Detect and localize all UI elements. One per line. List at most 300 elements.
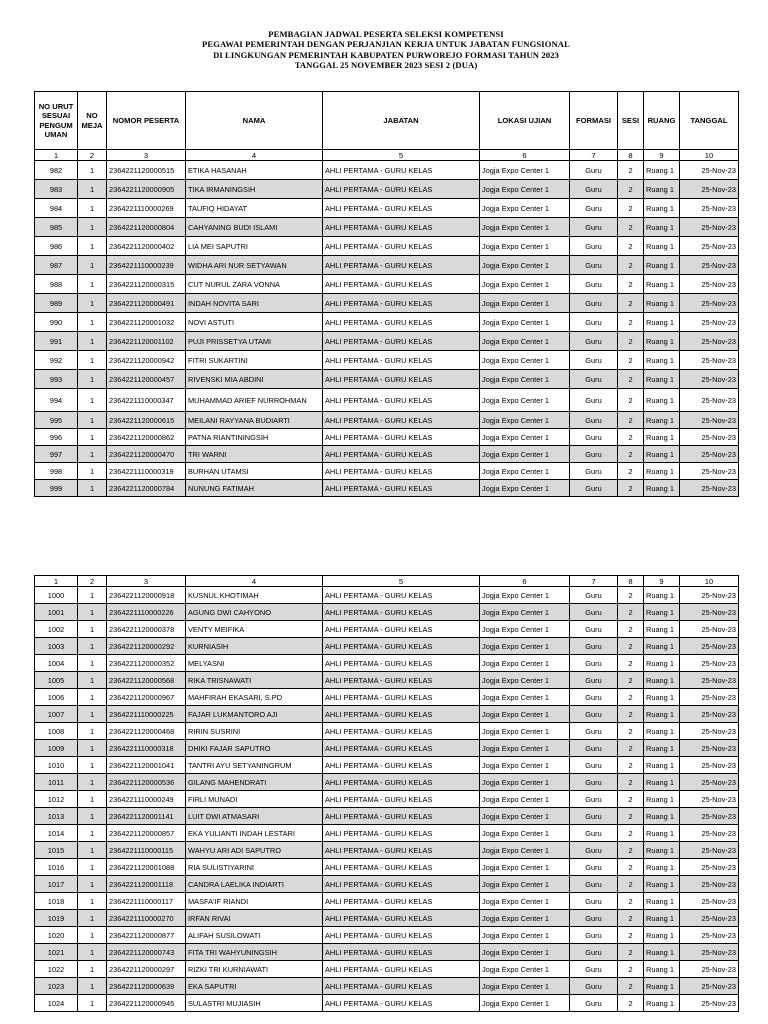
nama-cell: RIRIN SUSRINI [186,723,323,740]
formasi-cell: Guru [570,842,618,859]
no-meja-cell: 1 [78,893,107,910]
table-row [35,910,739,927]
jabatan-cell: AHLI PERTAMA - GURU KELAS [323,842,480,859]
no-urut-cell: 997 [35,446,78,463]
table-row [35,995,739,1012]
formasi-cell: Guru [570,275,618,294]
ruang-cell: Ruang 1 [644,480,680,497]
ruang-cell: Ruang 1 [644,621,680,638]
no-urut-cell: 1010 [35,757,78,774]
jabatan-cell: AHLI PERTAMA - GURU KELAS [323,689,480,706]
formasi-cell: Guru [570,256,618,275]
table-row [35,842,739,859]
sesi-cell: 2 [618,927,644,944]
no-meja-cell: 1 [78,587,107,604]
ruang-cell: Ruang 1 [644,161,680,180]
no-urut-cell: 1005 [35,672,78,689]
sesi-cell: 2 [618,180,644,199]
ruang-cell: Ruang 1 [644,313,680,332]
jabatan-cell: AHLI PERTAMA - GURU KELAS [323,587,480,604]
table-row [35,587,739,604]
no-urut-cell: 1007 [35,706,78,723]
tanggal-cell: 25-Nov-23 [680,446,739,463]
lokasi-ujian-cell: Jogja Expo Center 1 [480,757,570,774]
no-meja-cell: 1 [78,638,107,655]
tanggal-cell: 25-Nov-23 [680,370,739,389]
tanggal-cell: 25-Nov-23 [680,757,739,774]
table-row [35,978,739,995]
nama-cell: WIDHA ARI NUR SETYAWAN [186,256,323,275]
no-urut-cell: 989 [35,294,78,313]
no-urut-cell: 1001 [35,604,78,621]
tanggal-cell: 25-Nov-23 [680,944,739,961]
nama-cell: TRI WARNI [186,446,323,463]
nomor-peserta-cell: 2364221120000784 [107,480,186,497]
tanggal-cell: 25-Nov-23 [680,740,739,757]
formasi-cell: Guru [570,689,618,706]
ruang-cell: Ruang 1 [644,859,680,876]
sesi-cell: 2 [618,689,644,706]
nama-cell: BURHAN UTAMSI [186,463,323,480]
lokasi-ujian-cell: Jogja Expo Center 1 [480,237,570,256]
lokasi-ujian-cell: Jogja Expo Center 1 [480,389,570,412]
jabatan-cell: AHLI PERTAMA - GURU KELAS [323,876,480,893]
nomor-peserta-cell: 2364221110000115 [107,842,186,859]
tanggal-cell: 25-Nov-23 [680,876,739,893]
ruang-cell: Ruang 1 [644,655,680,672]
table-row [35,370,739,389]
table-row [35,893,739,910]
nomor-peserta-cell: 2364221110000319 [107,463,186,480]
formasi-cell: Guru [570,791,618,808]
no-meja-cell: 1 [78,740,107,757]
no-meja-cell: 1 [78,389,107,412]
tanggal-cell: 25-Nov-23 [680,910,739,927]
lokasi-ujian-cell: Jogja Expo Center 1 [480,927,570,944]
ruang-cell: Ruang 1 [644,723,680,740]
table-row [35,825,739,842]
table-row [35,740,739,757]
column-number: 2 [78,576,107,587]
nomor-peserta-cell: 2364221120001141 [107,808,186,825]
nomor-peserta-cell: 2364221110000269 [107,199,186,218]
no-urut-cell: 990 [35,313,78,332]
nomor-peserta-cell: 2364221120000942 [107,351,186,370]
tanggal-cell: 25-Nov-23 [680,638,739,655]
nomor-peserta-cell: 2364221120000568 [107,672,186,689]
no-meja-cell: 1 [78,995,107,1012]
sesi-cell: 2 [618,463,644,480]
lokasi-ujian-cell: Jogja Expo Center 1 [480,842,570,859]
formasi-cell: Guru [570,604,618,621]
no-urut-cell: 1008 [35,723,78,740]
no-meja-cell: 1 [78,161,107,180]
ruang-cell: Ruang 1 [644,927,680,944]
ruang-cell: Ruang 1 [644,774,680,791]
tanggal-cell: 25-Nov-23 [680,808,739,825]
tanggal-cell: 25-Nov-23 [680,587,739,604]
column-number-row [35,150,739,161]
jabatan-cell: AHLI PERTAMA - GURU KELAS [323,706,480,723]
no-meja-cell: 1 [78,910,107,927]
jabatan-cell: AHLI PERTAMA - GURU KELAS [323,429,480,446]
no-meja-cell: 1 [78,944,107,961]
tanggal-cell: 25-Nov-23 [680,256,739,275]
lokasi-ujian-cell: Jogja Expo Center 1 [480,910,570,927]
tanggal-cell: 25-Nov-23 [680,332,739,351]
tanggal-cell: 25-Nov-23 [680,842,739,859]
formasi-cell: Guru [570,655,618,672]
column-number: 4 [186,150,323,161]
tanggal-cell: 25-Nov-23 [680,389,739,412]
ruang-cell: Ruang 1 [644,446,680,463]
table-row [35,480,739,497]
nama-cell: FITRI SUKARTINI [186,351,323,370]
table-row [35,604,739,621]
lokasi-ujian-cell: Jogja Expo Center 1 [480,774,570,791]
ruang-cell: Ruang 1 [644,842,680,859]
schedule-table-2 [34,575,739,1012]
lokasi-ujian-cell: Jogja Expo Center 1 [480,446,570,463]
table-row [35,757,739,774]
nomor-peserta-cell: 2364221120001088 [107,859,186,876]
tanggal-cell: 25-Nov-23 [680,463,739,480]
formasi-cell: Guru [570,332,618,351]
no-urut-cell: 1011 [35,774,78,791]
sesi-cell: 2 [618,256,644,275]
no-meja-cell: 1 [78,876,107,893]
sesi-cell: 2 [618,294,644,313]
formasi-cell: Guru [570,480,618,497]
no-urut-cell: 1022 [35,961,78,978]
no-meja-cell: 1 [78,480,107,497]
column-number: 8 [618,576,644,587]
header-nomor-peserta: NOMOR PESERTA [107,92,186,150]
lokasi-ujian-cell: Jogja Expo Center 1 [480,480,570,497]
sesi-cell: 2 [618,706,644,723]
nama-cell: LUIT DWI ATMASARI [186,808,323,825]
no-meja-cell: 1 [78,370,107,389]
no-urut-cell: 1019 [35,910,78,927]
sesi-cell: 2 [618,995,644,1012]
no-meja-cell: 1 [78,256,107,275]
lokasi-ujian-cell: Jogja Expo Center 1 [480,689,570,706]
no-meja-cell: 1 [78,332,107,351]
tanggal-cell: 25-Nov-23 [680,237,739,256]
sesi-cell: 2 [618,978,644,995]
no-urut-cell: 993 [35,370,78,389]
ruang-cell: Ruang 1 [644,672,680,689]
sesi-cell: 2 [618,876,644,893]
formasi-cell: Guru [570,825,618,842]
nomor-peserta-cell: 2364221120000378 [107,621,186,638]
sesi-cell: 2 [618,480,644,497]
ruang-cell: Ruang 1 [644,791,680,808]
formasi-cell: Guru [570,429,618,446]
jabatan-cell: AHLI PERTAMA - GURU KELAS [323,389,480,412]
table-row [35,706,739,723]
table-row [35,689,739,706]
no-meja-cell: 1 [78,757,107,774]
lokasi-ujian-cell: Jogja Expo Center 1 [480,604,570,621]
ruang-cell: Ruang 1 [644,910,680,927]
no-urut-cell: 983 [35,180,78,199]
table-row [35,412,739,429]
sesi-cell: 2 [618,412,644,429]
tanggal-cell: 25-Nov-23 [680,412,739,429]
no-urut-cell: 982 [35,161,78,180]
ruang-cell: Ruang 1 [644,218,680,237]
sesi-cell: 2 [618,893,644,910]
lokasi-ujian-cell: Jogja Expo Center 1 [480,995,570,1012]
lokasi-ujian-cell: Jogja Expo Center 1 [480,218,570,237]
lokasi-ujian-cell: Jogja Expo Center 1 [480,655,570,672]
jabatan-cell: AHLI PERTAMA - GURU KELAS [323,161,480,180]
nama-cell: IRFAN RIVAI [186,910,323,927]
table-row [35,313,739,332]
tanggal-cell: 25-Nov-23 [680,480,739,497]
tanggal-cell: 25-Nov-23 [680,689,739,706]
ruang-cell: Ruang 1 [644,757,680,774]
jabatan-cell: AHLI PERTAMA - GURU KELAS [323,672,480,689]
nama-cell: MUHAMMAD ARIEF NURROHMAN [186,389,323,412]
no-meja-cell: 1 [78,313,107,332]
jabatan-cell: AHLI PERTAMA - GURU KELAS [323,893,480,910]
column-number: 1 [35,150,78,161]
jabatan-cell: AHLI PERTAMA - GURU KELAS [323,604,480,621]
no-meja-cell: 1 [78,791,107,808]
tanggal-cell: 25-Nov-23 [680,429,739,446]
sesi-cell: 2 [618,351,644,370]
sesi-cell: 2 [618,808,644,825]
no-meja-cell: 1 [78,604,107,621]
table-row [35,791,739,808]
no-urut-cell: 985 [35,218,78,237]
jabatan-cell: AHLI PERTAMA - GURU KELAS [323,944,480,961]
tanggal-cell: 25-Nov-23 [680,723,739,740]
no-urut-cell: 1012 [35,791,78,808]
nama-cell: RIVENSKI MIA ABDINI [186,370,323,389]
ruang-cell: Ruang 1 [644,199,680,218]
nama-cell: KURNIASIH [186,638,323,655]
table-row [35,389,739,412]
ruang-cell: Ruang 1 [644,275,680,294]
jabatan-cell: AHLI PERTAMA - GURU KELAS [323,275,480,294]
title-line-1: PEMBAGIAN JADWAL PESERTA SELEKSI KOMPETENSI [268,29,504,39]
lokasi-ujian-cell: Jogja Expo Center 1 [480,313,570,332]
sesi-cell: 2 [618,740,644,757]
nama-cell: DHIKI FAJAR SAPUTRO [186,740,323,757]
formasi-cell: Guru [570,180,618,199]
formasi-cell: Guru [570,808,618,825]
nama-cell: AGUNG DWI CAHYONO [186,604,323,621]
jabatan-cell: AHLI PERTAMA - GURU KELAS [323,638,480,655]
lokasi-ujian-cell: Jogja Expo Center 1 [480,825,570,842]
no-urut-cell: 1000 [35,587,78,604]
no-meja-cell: 1 [78,689,107,706]
table-row [35,774,739,791]
nama-cell: NOVI ASTUTI [186,313,323,332]
no-urut-cell: 987 [35,256,78,275]
sesi-cell: 2 [618,825,644,842]
sesi-cell: 2 [618,672,644,689]
tanggal-cell: 25-Nov-23 [680,791,739,808]
nomor-peserta-cell: 2364221120000536 [107,774,186,791]
column-number: 10 [680,576,739,587]
table-row [35,275,739,294]
sesi-cell: 2 [618,587,644,604]
no-urut-cell: 1004 [35,655,78,672]
column-number: 9 [644,150,680,161]
no-urut-cell: 991 [35,332,78,351]
no-urut-cell: 1024 [35,995,78,1012]
sesi-cell: 2 [618,774,644,791]
sesi-cell: 2 [618,757,644,774]
lokasi-ujian-cell: Jogja Expo Center 1 [480,672,570,689]
no-meja-cell: 1 [78,723,107,740]
lokasi-ujian-cell: Jogja Expo Center 1 [480,294,570,313]
sesi-cell: 2 [618,791,644,808]
no-meja-cell: 1 [78,672,107,689]
nomor-peserta-cell: 2364221120001041 [107,757,186,774]
no-meja-cell: 1 [78,412,107,429]
column-number: 5 [323,150,480,161]
formasi-cell: Guru [570,672,618,689]
nama-cell: LIA MEI SAPUTRI [186,237,323,256]
ruang-cell: Ruang 1 [644,961,680,978]
formasi-cell: Guru [570,876,618,893]
lokasi-ujian-cell: Jogja Expo Center 1 [480,978,570,995]
tanggal-cell: 25-Nov-23 [680,927,739,944]
formasi-cell: Guru [570,723,618,740]
nomor-peserta-cell: 2364221110000117 [107,893,186,910]
no-meja-cell: 1 [78,842,107,859]
table-row [35,655,739,672]
nama-cell: CANDRA LAELIKA INDIARTI [186,876,323,893]
table-row [35,621,739,638]
table-row [35,927,739,944]
ruang-cell: Ruang 1 [644,740,680,757]
nama-cell: WAHYU ARI ADI SAPUTRO [186,842,323,859]
table-row [35,638,739,655]
no-meja-cell: 1 [78,218,107,237]
ruang-cell: Ruang 1 [644,332,680,351]
lokasi-ujian-cell: Jogja Expo Center 1 [480,791,570,808]
nama-cell: FIRLI MUNADI [186,791,323,808]
formasi-cell: Guru [570,199,618,218]
column-number: 7 [570,150,618,161]
lokasi-ujian-cell: Jogja Expo Center 1 [480,332,570,351]
nomor-peserta-cell: 2364221110000239 [107,256,186,275]
no-meja-cell: 1 [78,446,107,463]
no-urut-cell: 988 [35,275,78,294]
column-number: 3 [107,150,186,161]
sesi-cell: 2 [618,910,644,927]
ruang-cell: Ruang 1 [644,180,680,199]
table-row [35,876,739,893]
nama-cell: VENTY MEIFIKA [186,621,323,638]
no-urut-cell: 1017 [35,876,78,893]
no-meja-cell: 1 [78,621,107,638]
nama-cell: CUT NURUL ZARA VONNA [186,275,323,294]
lokasi-ujian-cell: Jogja Expo Center 1 [480,161,570,180]
sesi-cell: 2 [618,655,644,672]
nama-cell: INDAH NOVITA SARI [186,294,323,313]
nama-cell: NUNUNG FATIMAH [186,480,323,497]
lokasi-ujian-cell: Jogja Expo Center 1 [480,256,570,275]
sesi-cell: 2 [618,218,644,237]
formasi-cell: Guru [570,351,618,370]
jabatan-cell: AHLI PERTAMA - GURU KELAS [323,463,480,480]
title-line-4: TANGGAL 25 NOVEMBER 2023 SESI 2 (DUA) [294,59,478,70]
no-meja-cell: 1 [78,463,107,480]
nomor-peserta-cell: 2364221120001032 [107,313,186,332]
formasi-cell: Guru [570,218,618,237]
table-row [35,961,739,978]
sesi-cell: 2 [618,842,644,859]
sesi-cell: 2 [618,313,644,332]
lokasi-ujian-cell: Jogja Expo Center 1 [480,351,570,370]
column-number: 8 [618,150,644,161]
lokasi-ujian-cell: Jogja Expo Center 1 [480,808,570,825]
lokasi-ujian-cell: Jogja Expo Center 1 [480,412,570,429]
table-row [35,463,739,480]
jabatan-cell: AHLI PERTAMA - GURU KELAS [323,723,480,740]
table-row [35,237,739,256]
formasi-cell: Guru [570,587,618,604]
ruang-cell: Ruang 1 [644,256,680,275]
nama-cell: GILANG MAHENDRATI [186,774,323,791]
formasi-cell: Guru [570,757,618,774]
no-urut-cell: 996 [35,429,78,446]
no-meja-cell: 1 [78,237,107,256]
column-number-row [35,576,739,587]
no-urut-cell: 994 [35,389,78,412]
no-urut-cell: 1021 [35,944,78,961]
tanggal-cell: 25-Nov-23 [680,978,739,995]
jabatan-cell: AHLI PERTAMA - GURU KELAS [323,218,480,237]
nomor-peserta-cell: 2364221120000292 [107,638,186,655]
tanggal-cell: 25-Nov-23 [680,995,739,1012]
jabatan-cell: AHLI PERTAMA - GURU KELAS [323,480,480,497]
table-2-body [35,587,739,1012]
nama-cell: RIA SULISTIYARINI [186,859,323,876]
table-row [35,161,739,180]
sesi-cell: 2 [618,446,644,463]
sesi-cell: 2 [618,723,644,740]
column-number: 10 [680,150,739,161]
formasi-cell: Guru [570,638,618,655]
nomor-peserta-cell: 2364221120000470 [107,446,186,463]
ruang-cell: Ruang 1 [644,706,680,723]
nomor-peserta-cell: 2364221110000318 [107,740,186,757]
no-urut-cell: 986 [35,237,78,256]
nomor-peserta-cell: 2364221110000225 [107,706,186,723]
formasi-cell: Guru [570,389,618,412]
table-header-row [35,92,739,150]
table-row [35,429,739,446]
jabatan-cell: AHLI PERTAMA - GURU KELAS [323,978,480,995]
sesi-cell: 2 [618,161,644,180]
formasi-cell: Guru [570,944,618,961]
sesi-cell: 2 [618,332,644,351]
tanggal-cell: 25-Nov-23 [680,604,739,621]
column-number: 6 [480,150,570,161]
no-meja-cell: 1 [78,706,107,723]
no-urut-cell: 1009 [35,740,78,757]
ruang-cell: Ruang 1 [644,876,680,893]
nomor-peserta-cell: 2364221110000226 [107,604,186,621]
